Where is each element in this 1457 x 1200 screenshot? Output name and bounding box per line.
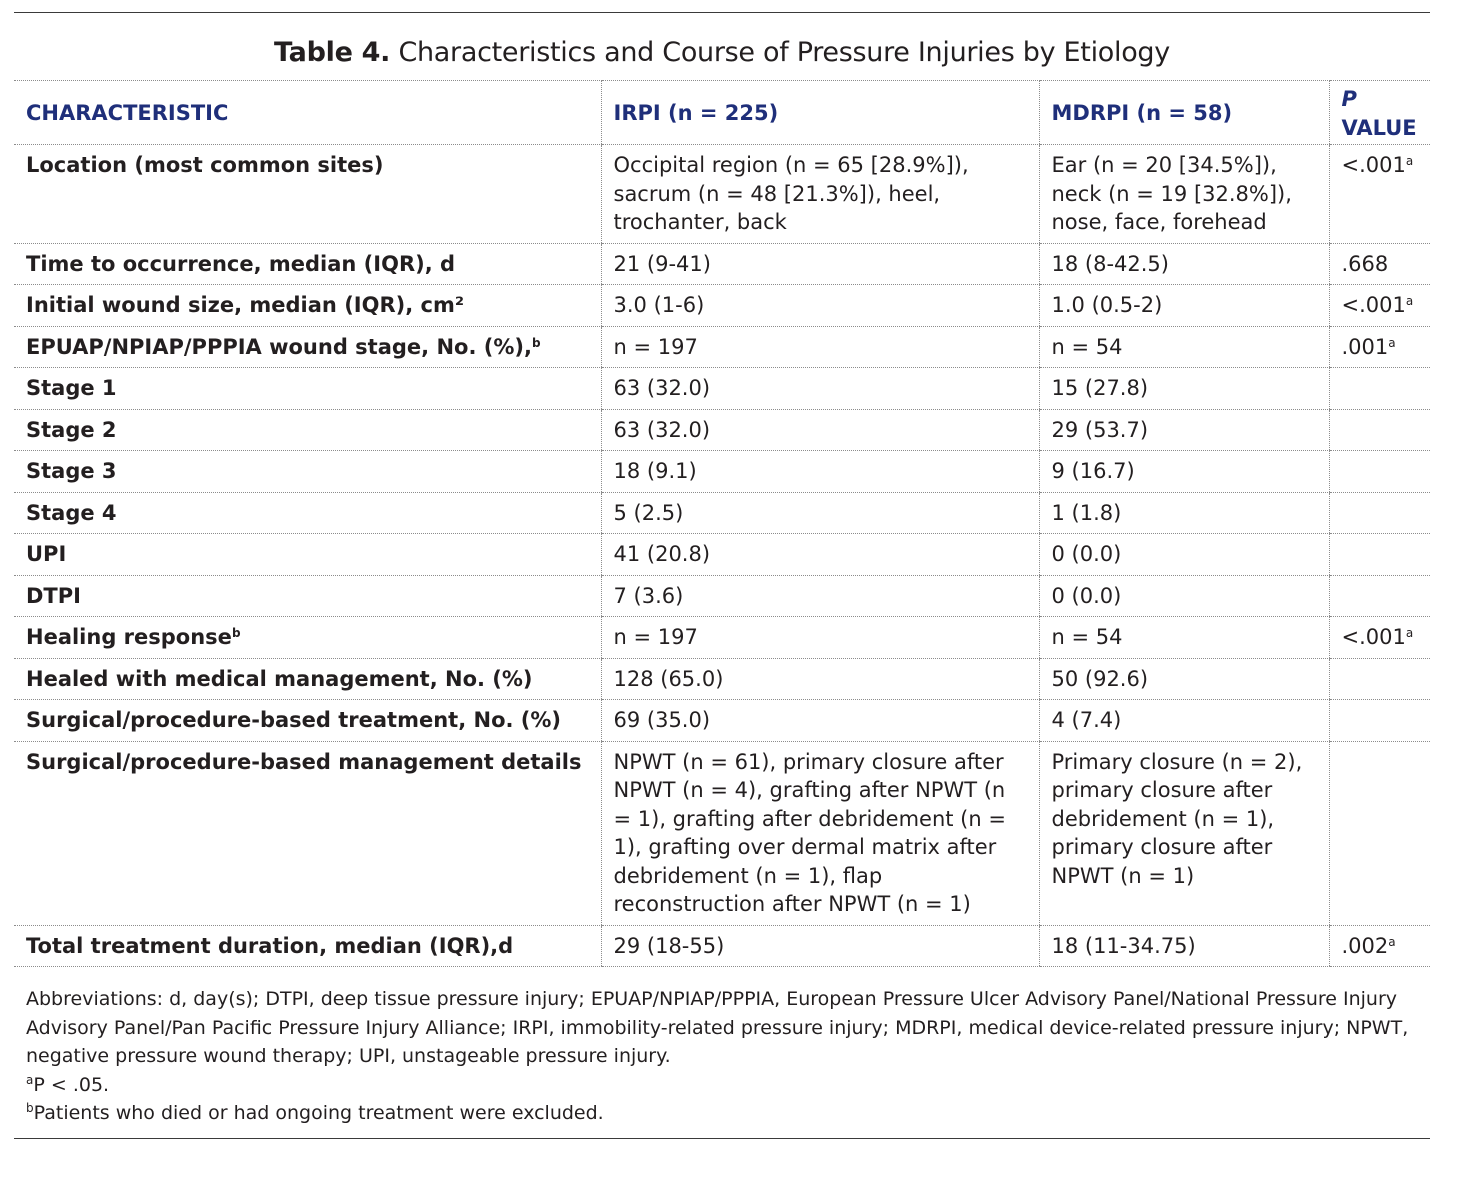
cell-p-value-footnote-mark: a [1405, 294, 1414, 308]
cell-characteristic-text: Healed with medical management, No. (%) [26, 666, 533, 691]
cell-p-value-text: <.001 [1341, 153, 1406, 177]
table-row [14, 492, 1430, 534]
table-row [14, 658, 1430, 700]
cell-irpi-text: 29 (18-55) [613, 933, 725, 958]
cell-mdrpi [1039, 492, 1329, 534]
cell-mdrpi-text: 50 (92.6) [1051, 666, 1149, 691]
table-row [14, 368, 1430, 410]
table-row [14, 700, 1430, 742]
cell-irpi-text: 5 (2.5) [613, 500, 684, 525]
cell-p-value [1329, 658, 1430, 700]
cell-mdrpi-text: 29 (53.7) [1051, 417, 1149, 442]
cell-mdrpi-text: 0 (0.0) [1051, 583, 1122, 608]
cell-characteristic [14, 700, 601, 742]
cell-mdrpi [1039, 925, 1329, 967]
cell-mdrpi-text: n = 54 [1051, 334, 1123, 359]
cell-characteristic-text: Stage 1 [26, 376, 117, 400]
cell-mdrpi-text: 1.0 (0.5-2) [1051, 293, 1163, 317]
cell-characteristic [14, 658, 601, 700]
footnote-b-mark: b [26, 1101, 34, 1115]
cell-irpi [601, 741, 1039, 925]
cell-mdrpi [1039, 285, 1329, 327]
cell-irpi [601, 145, 1039, 244]
cell-mdrpi-text: 15 (27.8) [1051, 376, 1149, 400]
table-label: Table 4. [274, 37, 391, 68]
cell-characteristic [14, 925, 601, 967]
cell-mdrpi [1039, 575, 1329, 617]
cell-p-value-text: .002 [1341, 933, 1389, 958]
cell-irpi-text: 63 (32.0) [613, 417, 711, 442]
cell-mdrpi [1039, 409, 1329, 451]
header-irpi: IRPI (n = 225) [601, 81, 1039, 145]
cell-p-value [1329, 409, 1430, 451]
cell-characteristic [14, 326, 601, 368]
cell-p-value [1329, 368, 1430, 410]
cell-characteristic-text: Stage 2 [26, 417, 117, 442]
cell-p-value [1329, 326, 1430, 368]
cell-mdrpi-text: 18 (11-34.75) [1051, 933, 1196, 958]
cell-p-value-footnote-mark: a [1405, 626, 1414, 640]
cell-irpi-text: 18 (9.1) [613, 459, 697, 483]
cell-irpi [601, 451, 1039, 493]
cell-irpi [601, 925, 1039, 967]
table-row [14, 617, 1430, 659]
table-row [14, 145, 1430, 244]
cell-irpi [601, 409, 1039, 451]
cell-irpi-text: 3.0 (1-6) [613, 293, 705, 317]
header-characteristic: CHARACTERISTIC [14, 81, 601, 145]
cell-mdrpi [1039, 243, 1329, 285]
footnote-b [26, 1099, 1418, 1128]
cell-irpi-text: 21 (9-41) [613, 251, 711, 276]
cell-p-value [1329, 617, 1430, 659]
cell-irpi [601, 575, 1039, 617]
cell-mdrpi [1039, 145, 1329, 244]
cell-p-value-text: .668 [1341, 251, 1389, 276]
cell-characteristic-text: Initial wound size, median (IQR), cm² [26, 293, 465, 317]
cell-characteristic [14, 617, 601, 659]
cell-p-value-text: <.001 [1341, 293, 1406, 317]
table-caption: Characteristics and Course of Pressure Injuries by Etiology [398, 37, 1170, 68]
cell-mdrpi-text: n = 54 [1051, 625, 1123, 649]
cell-characteristic-text: UPI [26, 542, 67, 566]
cell-mdrpi [1039, 368, 1329, 410]
cell-mdrpi [1039, 700, 1329, 742]
cell-mdrpi-text: Primary closure (n = 2), primary closure after debridement (n = 1), primary closure after NPWT (n = 1) [1051, 749, 1303, 888]
cell-characteristic-text: DTPI [26, 583, 81, 608]
table-row [14, 575, 1430, 617]
cell-mdrpi [1039, 451, 1329, 493]
cell-p-value-text: .001 [1341, 334, 1389, 359]
cell-mdrpi-text: 1 (1.8) [1051, 500, 1122, 525]
table-row [14, 534, 1430, 576]
cell-mdrpi-text: 18 (8-42.5) [1051, 251, 1169, 276]
table-page [14, 12, 1430, 1139]
cell-irpi [601, 492, 1039, 534]
cell-irpi-text: Occipital region (n = 65 [28.9%]), sacrum (n = 48 [21.3%]), heel, trochanter, back [613, 153, 969, 234]
table-row [14, 326, 1430, 368]
cell-p-value [1329, 243, 1430, 285]
cell-irpi [601, 700, 1039, 742]
cell-characteristic [14, 145, 601, 244]
table-title [14, 13, 1430, 80]
cell-characteristic [14, 243, 601, 285]
cell-mdrpi-text: 0 (0.0) [1051, 542, 1122, 566]
cell-irpi-text: 7 (3.6) [613, 583, 684, 608]
cell-irpi [601, 617, 1039, 659]
table-body [14, 145, 1430, 967]
cell-characteristic-text: Stage 4 [26, 500, 117, 525]
cell-p-value [1329, 451, 1430, 493]
cell-p-value-footnote-mark: a [1405, 154, 1414, 168]
cell-irpi-text: NPWT (n = 61), primary closure after NPWT (n = 4), grafting after NPWT (n = 1), grafting after debridement (n = 1), grafting over dermal matrix after debridement (n = 1), flap reconstruction after NPWT (n = 1) [613, 749, 1006, 916]
cell-irpi [601, 658, 1039, 700]
cell-characteristic-text: Surgical/procedure-based management details [26, 749, 582, 774]
cell-characteristic-text: Stage 3 [26, 459, 117, 483]
header-p-italic: P [1341, 87, 1357, 111]
footnote-b-text: Patients who died or had ongoing treatment were excluded. [33, 1102, 604, 1124]
cell-p-value [1329, 575, 1430, 617]
cell-mdrpi [1039, 326, 1329, 368]
header-p-label: VALUE [1341, 115, 1417, 140]
cell-p-value-text: <.001 [1341, 625, 1406, 649]
cell-p-value [1329, 741, 1430, 925]
cell-characteristic-text: EPUAP/NPIAP/PPPIA wound stage, No. (%), [26, 334, 532, 359]
cell-characteristic [14, 492, 601, 534]
cell-p-value [1329, 925, 1430, 967]
table-footnotes [14, 967, 1430, 1139]
footnote-a [26, 1071, 1418, 1100]
cell-characteristic-text: Healing response [26, 625, 232, 649]
header-p-value [1329, 81, 1430, 145]
cell-p-value-footnote-mark: a [1388, 335, 1396, 350]
cell-characteristic [14, 741, 601, 925]
cell-characteristic-footnote-mark: b [231, 626, 241, 640]
cell-irpi [601, 326, 1039, 368]
footnote-a-text: P < .05. [33, 1073, 110, 1096]
table-row [14, 285, 1430, 327]
cell-irpi [601, 534, 1039, 576]
cell-irpi-text: n = 197 [613, 334, 698, 359]
cell-irpi [601, 243, 1039, 285]
cell-characteristic [14, 368, 601, 410]
cell-characteristic-text: Surgical/procedure-based treatment, No. (%) [26, 708, 562, 732]
table-row [14, 741, 1430, 925]
cell-p-value [1329, 145, 1430, 244]
header-mdrpi: MDRPI (n = 58) [1039, 81, 1329, 145]
table-row [14, 243, 1430, 285]
table-row [14, 451, 1430, 493]
cell-mdrpi [1039, 534, 1329, 576]
cell-characteristic [14, 575, 601, 617]
cell-characteristic-text: Total treatment duration, median (IQR),d [26, 933, 514, 958]
characteristics-table [14, 80, 1430, 967]
cell-irpi [601, 368, 1039, 410]
cell-characteristic [14, 285, 601, 327]
cell-mdrpi [1039, 741, 1329, 925]
footnote-a-mark: a [26, 1072, 34, 1087]
cell-mdrpi-text: 4 (7.4) [1051, 708, 1122, 732]
cell-irpi-text: 69 (35.0) [613, 708, 711, 732]
header-row [14, 81, 1430, 145]
cell-characteristic [14, 451, 601, 493]
cell-mdrpi-text: Ear (n = 20 [34.5%]), neck (n = 19 [32.8%]), nose, face, forehead [1051, 153, 1292, 234]
footnote-abbreviations: Abbreviations: d, day(s); DTPI, deep tissue pressure injury; EPUAP/NPIAP/PPPIA, European Pressure Ulcer Advisory Panel/National Pressure Injury Advisory Panel/Pan Pacific Pressure Injury Alliance; IRPI, immobility-related pressure injury; MDRPI, medical device-related pressure injury; NPWT, negative pressure wound therapy; UPI, unstageable pressure injury. [26, 988, 1409, 1067]
cell-characteristic-text: Time to occurrence, median (IQR), d [26, 251, 456, 276]
cell-characteristic-text: Location (most common sites) [26, 153, 384, 177]
cell-characteristic [14, 534, 601, 576]
cell-p-value [1329, 700, 1430, 742]
cell-p-value-footnote-mark: a [1388, 934, 1396, 949]
cell-p-value [1329, 285, 1430, 327]
cell-irpi [601, 285, 1039, 327]
cell-irpi-text: 128 (65.0) [613, 666, 724, 691]
cell-irpi-text: 63 (32.0) [613, 376, 711, 400]
cell-irpi-text: 41 (20.8) [613, 542, 711, 566]
cell-mdrpi [1039, 617, 1329, 659]
table-row [14, 925, 1430, 967]
cell-p-value [1329, 534, 1430, 576]
cell-p-value [1329, 492, 1430, 534]
cell-irpi-text: n = 197 [613, 625, 698, 649]
cell-characteristic [14, 409, 601, 451]
table-row [14, 409, 1430, 451]
cell-mdrpi-text: 9 (16.7) [1051, 459, 1135, 483]
cell-characteristic-footnote-mark: b [531, 335, 541, 350]
cell-mdrpi [1039, 658, 1329, 700]
